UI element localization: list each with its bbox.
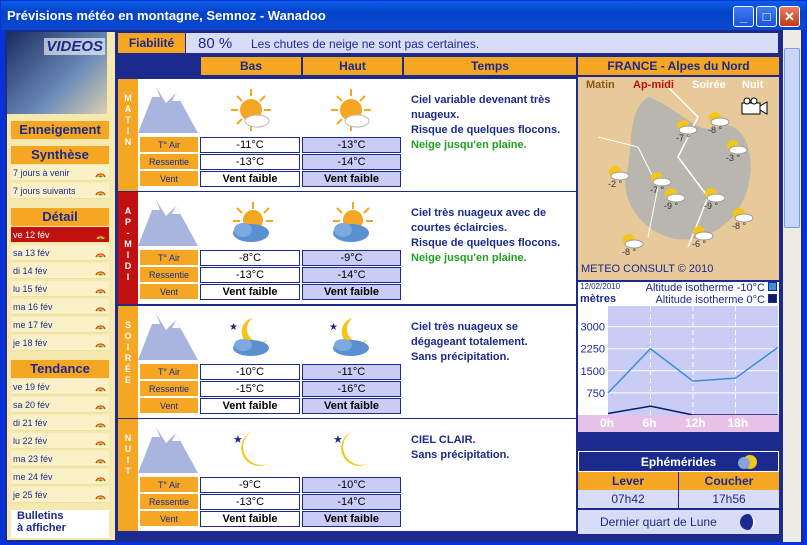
period-tag-letter: M — [124, 239, 132, 249]
period-tag-letter: É — [124, 364, 131, 374]
sidebar-item-label: lu 22 fév — [13, 436, 48, 446]
forecast-text — [411, 433, 573, 463]
svg-text:★: ★ — [229, 322, 238, 333]
sidebar-item-label: sa 13 fév — [13, 248, 50, 258]
moon-phase — [578, 510, 779, 534]
period-tag-letter: T — [125, 466, 131, 476]
period-tag-letter: I — [126, 272, 130, 282]
scrollbar-thumb[interactable] — [784, 48, 800, 228]
forecast-line: CIEL CLAIR. — [411, 434, 476, 446]
lever-label: Lever — [578, 472, 678, 490]
sidebar-item-label: ma 16 fév — [13, 302, 53, 312]
videos-label: VIDEOS — [46, 38, 103, 55]
bulletins-button[interactable] — [11, 510, 109, 538]
sidebar-item[interactable] — [11, 263, 109, 279]
column-bas: Bas — [201, 57, 301, 75]
map-weather-marker — [606, 165, 630, 189]
moon-cloud-icon — [223, 314, 279, 360]
chart-y-tick: 2250 — [580, 343, 605, 356]
chart-y-tick: 3000 — [580, 321, 605, 334]
period-tag-letter: I — [126, 250, 130, 260]
chart-x-tick: 6h — [642, 416, 657, 430]
sidebar-item-label: je 18 fév — [13, 338, 48, 348]
map-tab-soiree[interactable]: Soirée — [692, 79, 726, 91]
sun-icon — [323, 87, 379, 133]
sun-cloud-icon — [223, 200, 279, 246]
map-temp-label: -8 ° — [622, 247, 637, 257]
column-temps: Temps — [404, 57, 576, 75]
map-weather-marker — [620, 233, 644, 257]
ephemerides-title: Ephémérides — [640, 455, 717, 469]
sidebar-item-label: di 14 fév — [13, 266, 48, 276]
chart-y-tick: 750 — [586, 387, 605, 400]
sidebar-item-label: ve 19 fév — [13, 382, 50, 392]
haut-ressentie-value: -14°C — [302, 494, 401, 510]
period-row — [118, 419, 576, 531]
chart-date: 12/02/2010 — [580, 282, 621, 291]
map-weather-marker — [662, 187, 686, 211]
forecast-line: Risque de quelques flocons. — [411, 237, 561, 249]
ephemerides-heading — [578, 451, 779, 472]
legend-swatch — [768, 282, 777, 291]
sidebar-item[interactable] — [11, 317, 109, 333]
map-temp-label: -2 ° — [608, 179, 623, 189]
bas-air-value: -9°C — [200, 477, 300, 493]
coucher-value: 17h56 — [679, 490, 779, 508]
bas-vent-value: Vent faible — [200, 398, 300, 414]
haut-air-value: -9°C — [302, 250, 401, 266]
region-header: FRANCE - Alpes du Nord — [578, 57, 779, 75]
sidebar-item-label: 7 jours suivants — [13, 186, 76, 196]
bas-air-value: -11°C — [200, 137, 300, 153]
period-row — [118, 79, 576, 191]
sidebar-item-label: 7 jours à venir — [13, 168, 70, 178]
sidebar-item[interactable] — [11, 415, 109, 431]
legend-label: Altitude isotherme 0°C — [655, 294, 765, 306]
sidebar-item[interactable] — [11, 451, 109, 467]
fiabilite-bar — [186, 33, 778, 53]
legend-isotherm-0 — [655, 294, 777, 306]
sidebar-item-label: me 24 fév — [13, 472, 53, 482]
period-tag-letter: P — [124, 217, 131, 227]
haut-air-value: -13°C — [302, 137, 401, 153]
period-tag-letter: N — [124, 137, 132, 147]
svg-text:★: ★ — [329, 322, 338, 333]
bas-ressentie-value: -13°C — [200, 494, 300, 510]
fiabilite-label: Fiabilité — [118, 33, 185, 53]
window-title: Prévisions météo en montagne, Semnoz - Wanadoo — [7, 8, 326, 23]
sidebar-item[interactable] — [11, 227, 109, 243]
haut-ressentie-value: -14°C — [302, 267, 401, 283]
haut-vent-value: Vent faible — [302, 171, 401, 187]
moon-icon — [323, 427, 379, 473]
haut-air-value: -10°C — [302, 477, 401, 493]
forecast-snow-line: Neige jusqu'en plaine. — [411, 139, 527, 151]
bas-ressentie-value: -13°C — [200, 267, 300, 283]
moon-phase-text: Dernier quart de Lune — [600, 515, 717, 529]
chart-x-tick: 18h — [727, 416, 749, 430]
sun-cloud-icon — [323, 200, 379, 246]
map-temp-label: -7 ° — [676, 133, 691, 143]
haut-vent-value: Vent faible — [302, 398, 401, 414]
moon-icon — [739, 513, 757, 531]
map-temp-label: -7 ° — [650, 185, 665, 195]
forecast-text — [411, 206, 573, 266]
haut-air-value: -11°C — [302, 364, 401, 380]
sidebar-item[interactable] — [11, 299, 109, 315]
chart-x-tick: 0h — [600, 416, 615, 430]
period-row — [118, 192, 576, 304]
row-label-vent: Vent — [140, 171, 198, 187]
period-tag-letter: A — [124, 104, 132, 114]
sun-moon-icon — [736, 454, 758, 471]
fiabilite-text: Les chutes de neige ne sont pas certaines. — [251, 37, 480, 51]
period-tag-letter: - — [126, 228, 130, 238]
sidebar-item[interactable] — [11, 281, 109, 297]
sidebar-item-label: ve 12 fév — [13, 230, 50, 240]
videos-banner[interactable] — [7, 32, 107, 114]
map-temp-label: -9 ° — [664, 201, 679, 211]
sidebar-item[interactable] — [11, 165, 109, 181]
isotherm-chart — [578, 282, 779, 432]
chart-x-axis — [578, 415, 779, 432]
map-weather-marker — [706, 111, 730, 135]
sidebar — [7, 32, 115, 540]
period-tag-letter: I — [126, 455, 130, 465]
map-weather-marker — [730, 207, 754, 231]
maximize-button[interactable]: □ — [756, 6, 777, 27]
sidebar-item[interactable] — [11, 469, 109, 485]
svg-text:★: ★ — [233, 434, 243, 446]
row-label-air: T° Air — [140, 477, 198, 493]
sidebar-enneigement[interactable]: Enneigement — [11, 121, 109, 139]
bas-ressentie-value: -15°C — [200, 381, 300, 397]
map-tab-matin[interactable]: Matin — [586, 79, 615, 91]
period-tag-letter: R — [124, 353, 132, 363]
sidebar-detail-heading[interactable]: Détail — [11, 208, 109, 226]
sidebar-tendance-heading[interactable]: Tendance — [11, 360, 109, 378]
row-label-vent: Vent — [140, 511, 198, 527]
row-label-ressentie: Ressentie — [140, 381, 198, 397]
forecast-line: Sans précipitation. — [411, 449, 510, 461]
period-tag-letter: N — [124, 433, 132, 443]
map-temp-label: -8 ° — [708, 125, 723, 135]
sidebar-synthese-heading[interactable]: Synthèse — [11, 146, 109, 164]
sidebar-item-label: je 25 fév — [13, 490, 48, 500]
mountain-icon — [138, 421, 198, 473]
sidebar-item[interactable] — [11, 379, 109, 395]
forecast-line: Risque de quelques flocons. — [411, 124, 561, 136]
vertical-scrollbar[interactable] — [783, 30, 801, 542]
mountain-icon — [138, 81, 198, 133]
map-weather-marker — [674, 119, 698, 143]
row-label-vent: Vent — [140, 284, 198, 300]
map-temp-label: -6 ° — [692, 239, 707, 249]
sidebar-item[interactable] — [11, 397, 109, 413]
bas-vent-value: Vent faible — [200, 171, 300, 187]
forecast-line: Sans précipitation. — [411, 351, 510, 363]
map-temp-label: -9 ° — [704, 201, 719, 211]
lever-value: 07h42 — [578, 490, 678, 508]
bulletins-line1: Bulletins — [17, 510, 64, 522]
bas-air-value: -10°C — [200, 364, 300, 380]
map-temp-label: -3 ° — [726, 153, 741, 163]
legend-swatch — [768, 294, 777, 303]
map-temp-label: -8 ° — [732, 221, 747, 231]
moon-cloud-icon — [323, 314, 379, 360]
row-label-air: T° Air — [140, 364, 198, 380]
camera-icon[interactable] — [740, 97, 770, 117]
map-tab-nuit[interactable]: Nuit — [742, 79, 764, 91]
period-tag-letter: I — [126, 342, 130, 352]
forecast-line: Ciel très nuageux se dégageant totalement. — [411, 321, 528, 348]
chart-ylabel: mètres — [580, 293, 617, 305]
haut-vent-value: Vent faible — [302, 284, 401, 300]
map-weather-marker — [690, 225, 714, 249]
period-tag-letter: E — [124, 375, 131, 385]
row-label-ressentie: Ressentie — [140, 494, 198, 510]
period-tag — [118, 419, 138, 531]
sidebar-item-label: lu 15 fév — [13, 284, 48, 294]
bas-ressentie-value: -13°C — [200, 154, 300, 170]
period-tag-letter: T — [125, 115, 131, 125]
moon-icon — [223, 427, 279, 473]
coucher-label: Coucher — [679, 472, 779, 490]
haut-ressentie-value: -14°C — [302, 154, 401, 170]
period-tag — [118, 79, 138, 191]
chart-x-tick: 12h — [685, 416, 706, 430]
mountain-icon — [138, 308, 198, 360]
bas-air-value: -8°C — [200, 250, 300, 266]
legend-isotherm-minus10 — [646, 282, 777, 294]
chart-plot — [578, 306, 779, 415]
row-label-ressentie: Ressentie — [140, 267, 198, 283]
column-haut: Haut — [303, 57, 402, 75]
client-area — [5, 30, 803, 542]
period-tag-letter: U — [124, 444, 132, 454]
minimize-button[interactable]: _ — [733, 6, 754, 27]
period-tag-letter: I — [126, 126, 130, 136]
legend-label: Altitude isotherme -10°C — [645, 282, 765, 294]
period-tag-letter: S — [124, 320, 131, 330]
haut-vent-value: Vent faible — [302, 511, 401, 527]
period-tag-letter: D — [124, 261, 132, 271]
sidebar-item-label: me 17 fév — [13, 320, 53, 330]
map-tab-apmidi[interactable]: Ap-midi — [633, 79, 674, 91]
sidebar-item-label: sa 20 fév — [13, 400, 50, 410]
map-credit: METEO CONSULT © 2010 — [581, 263, 714, 275]
mountain-icon — [138, 194, 198, 246]
forecast-text — [411, 320, 573, 365]
bas-vent-value: Vent faible — [200, 511, 300, 527]
period-tag-letter: O — [124, 331, 132, 341]
period-tag — [118, 306, 138, 418]
sidebar-item-label: di 21 fév — [13, 418, 48, 428]
sidebar-item[interactable] — [11, 183, 109, 199]
close-button[interactable]: ✕ — [779, 6, 800, 27]
svg-text:★: ★ — [333, 434, 343, 446]
period-row — [118, 306, 576, 418]
sidebar-item-label: ma 23 fév — [13, 454, 53, 464]
sun-icon — [223, 87, 279, 133]
period-tag — [118, 192, 138, 304]
row-label-air: T° Air — [140, 250, 198, 266]
period-tag-letter: A — [124, 206, 132, 216]
row-label-ressentie: Ressentie — [140, 154, 198, 170]
sidebar-item[interactable] — [11, 245, 109, 261]
forecast-text — [411, 93, 573, 153]
forecast-line: Ciel très nuageux avec de courtes éclaircies. — [411, 207, 547, 234]
fiabilite-value: 80 % — [198, 35, 233, 52]
title-bar — [1, 1, 806, 30]
map-weather-marker — [702, 187, 726, 211]
forecast-line: Ciel variable devenant très nuageux. — [411, 94, 551, 121]
sidebar-item[interactable] — [11, 433, 109, 449]
chart-y-tick: 1500 — [580, 365, 605, 378]
bas-vent-value: Vent faible — [200, 284, 300, 300]
region-map[interactable] — [578, 77, 779, 280]
row-label-air: T° Air — [140, 137, 198, 153]
period-tag-letter: M — [124, 93, 132, 103]
sidebar-item[interactable] — [11, 335, 109, 351]
forecast-snow-line: Neige jusqu'en plaine. — [411, 252, 527, 264]
haut-ressentie-value: -16°C — [302, 381, 401, 397]
map-weather-marker — [724, 139, 748, 163]
sidebar-item[interactable] — [11, 487, 109, 503]
row-label-vent: Vent — [140, 398, 198, 414]
bulletins-line2: à afficher — [17, 522, 66, 534]
